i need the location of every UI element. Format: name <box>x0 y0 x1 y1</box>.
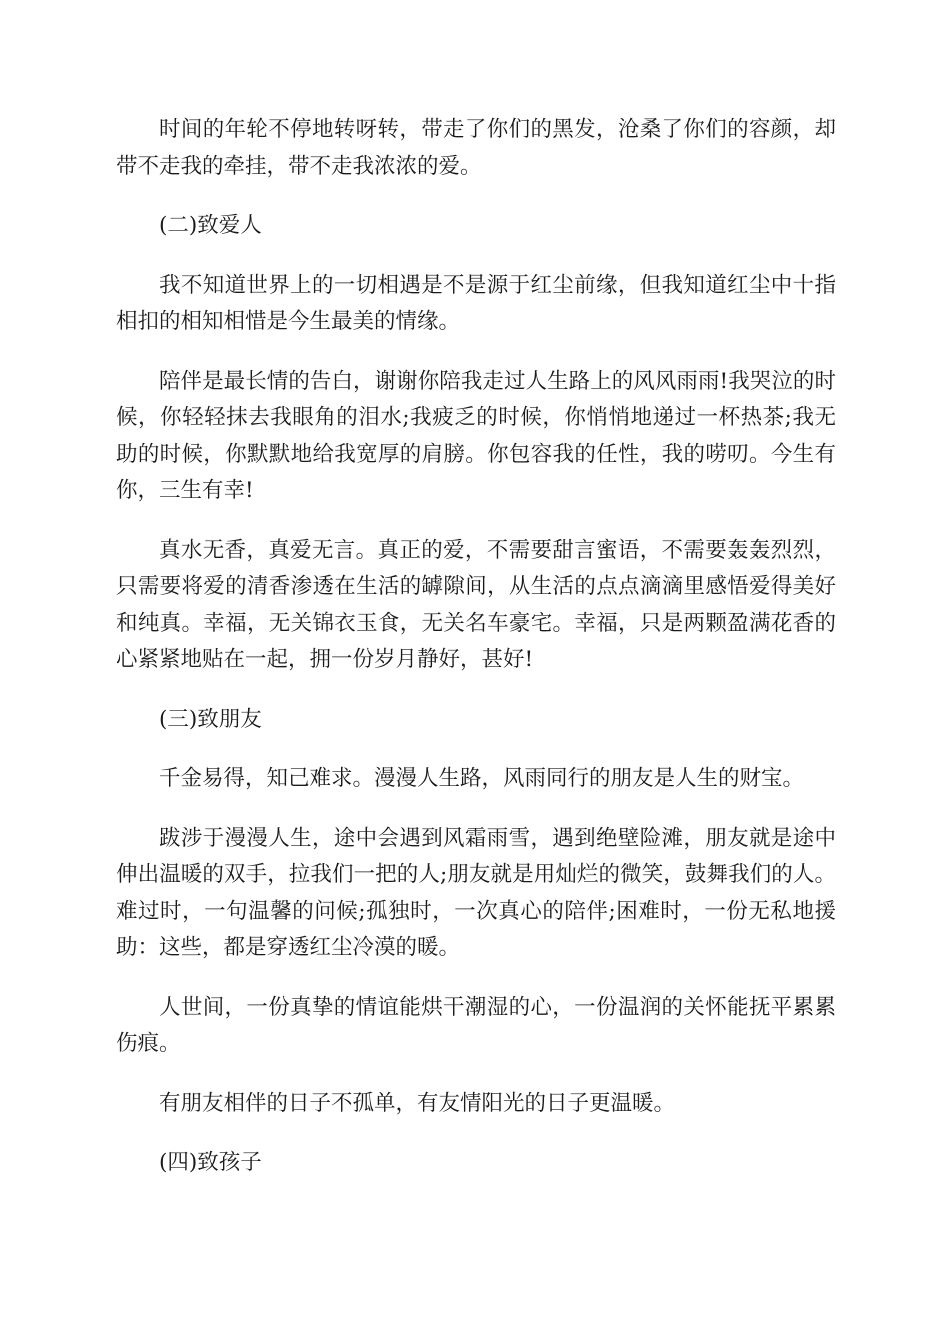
document-body <box>116 112 836 1205</box>
section-heading-to-spouse: (二)致爱人 <box>159 213 262 238</box>
section-heading-to-children: (四)致孩子 <box>159 1150 262 1175</box>
paragraph-spouse-1: 我不知道世界上的一切相遇是不是源于红尘前缘，但我知道红尘中十指相扣的相知相惜是今生最美的情缘。 <box>116 272 836 334</box>
section-heading-to-friends: (三)致朋友 <box>159 706 262 732</box>
paragraph-friends-3: 人世间，一份真挚的情谊能烘干潮湿的心，一份温润的关怀能抚平累累伤痕。 <box>116 994 836 1056</box>
paragraph-spouse-2: 陪伴是最长情的告白，谢谢你陪我走过人生路上的风风雨雨!我哭泣的时候，你轻轻抹去我眼角的泪水;我疲乏的时候，你悄悄地递过一杯热茶;我无助的时候，你默默地给我宽厚的肩膀。你包容我的任性，我的唠叨。今生有你，三生有幸! <box>116 368 836 503</box>
paragraph-spouse-3: 真水无香，真爱无言。真正的爱，不需要甜言蜜语，不需要轰轰烈烈，只需要将爱的清香渗透在生活的罅隙间，从生活的点点滴滴里感悟爱得美好和纯真。幸福，无关锦衣玉食，无关名车豪宅。幸福，只是两颗盈满花香的心紧紧地贴在一起，拥一份岁月静好，甚好! <box>116 537 836 672</box>
paragraph-friends-1: 千金易得，知己难求。漫漫人生路，风雨同行的朋友是人生的财宝。 <box>159 766 805 791</box>
paragraph-friends-2: 跋涉于漫漫人生，途中会遇到风霜雨雪，遇到绝壁险滩，朋友就是途中伸出温暖的双手，拉我们一把的人;朋友就是用灿烂的微笑，鼓舞我们的人。难过时，一句温馨的问候;孤独时，一次真心的陪伴;困难时，一份无私地援助：这些，都是穿透红尘冷漠的暖。 <box>116 825 836 960</box>
paragraph-parents-closing: 时间的年轮不停地转呀转，带走了你们的黑发，沧桑了你们的容颜，却带不走我的牵挂，带不走我浓浓的爱。 <box>116 117 836 179</box>
paragraph-friends-4: 有朋友相伴的日子不孤单，有友情阳光的日子更温暖。 <box>159 1090 676 1116</box>
